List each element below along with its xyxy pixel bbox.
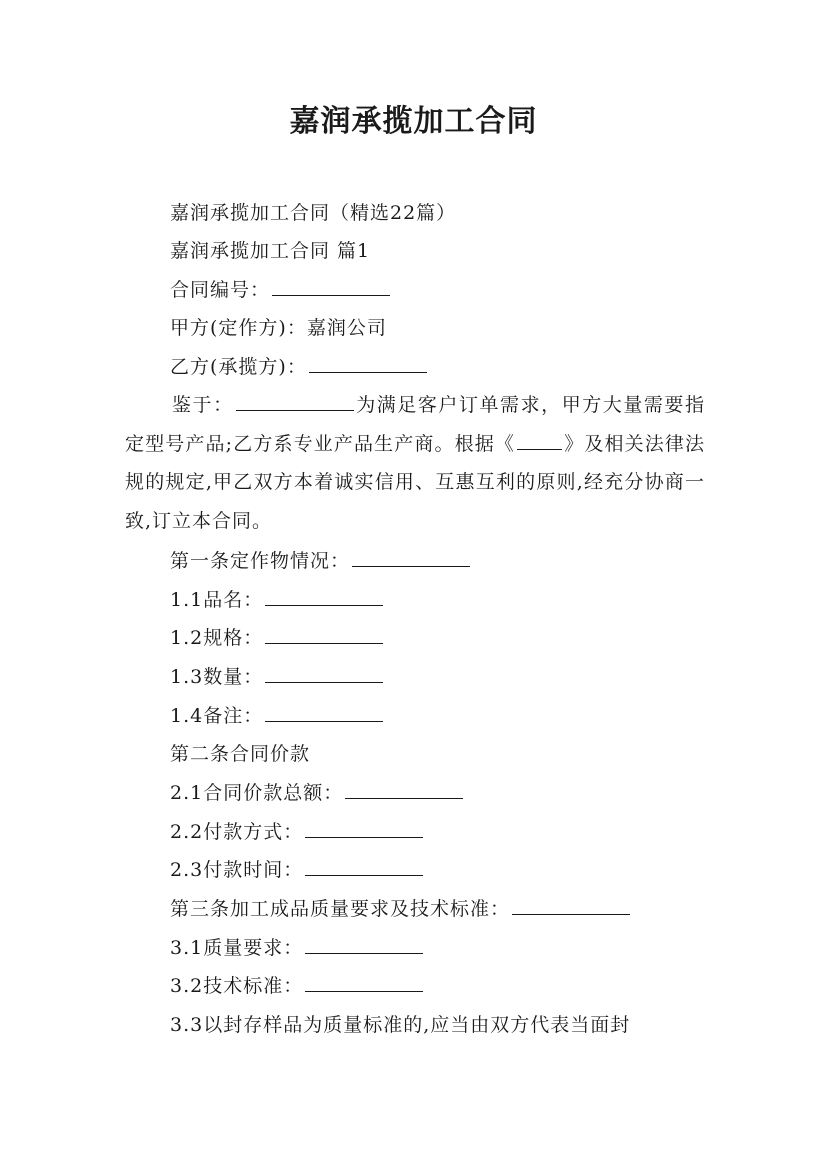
item-1-1-label: 1.1品名： [170,589,264,611]
item-2-3-label: 2.3付款时间： [170,859,304,881]
party-a-line [170,308,705,348]
item-3-2-label: 3.2技术标准： [170,975,304,997]
item-3-1-blank [305,933,423,954]
document-subtitle [170,193,705,233]
item-3-2-blank [305,971,423,992]
item-1-4-blank [265,701,383,722]
item-3-3 [170,1005,705,1045]
chapter-heading [170,231,705,271]
item-1-3-blank [265,662,383,683]
chapter-text: 嘉润承揽加工合同 篇1 [170,240,371,262]
item-2-2 [170,812,705,852]
item-1-1-blank [265,585,383,606]
whereas-paragraph [125,386,705,540]
party-a-text: 甲方(定作方)：嘉润公司 [170,317,387,339]
article-1-label: 第一条定作物情况： [170,550,351,572]
party-b-line [170,347,705,387]
item-2-2-label: 2.2付款方式： [170,821,304,843]
item-1-4-label: 1.4备注： [170,705,264,727]
document-title: 嘉润承揽加工合同 [289,104,538,139]
item-1-1 [170,580,705,620]
item-1-3-label: 1.3数量： [170,666,264,688]
whereas-prefix: 鉴于： [172,394,234,416]
article-1-blank [352,546,470,567]
item-3-2 [170,966,705,1006]
item-3-3-text: 3.3以封存样品为质量标准的,应当由双方代表当面封 [170,1014,631,1036]
item-3-1-label: 3.1质量要求： [170,937,304,959]
party-b-blank [309,352,427,373]
item-1-2 [170,618,705,658]
contract-number-line [170,270,705,310]
article-3-label: 第三条加工成品质量要求及技术标准： [170,898,511,920]
item-2-1 [170,773,705,813]
item-2-3-blank [305,855,423,876]
article-2-heading [170,734,705,774]
law-name-blank [517,429,562,450]
contract-number-label: 合同编号： [170,279,271,301]
party-b-label: 乙方(承揽方)： [170,356,307,378]
item-2-1-blank [345,778,463,799]
whereas-middle: 为满足客户订单需求，甲方大量需要指定型号产品;乙方系专业产品生产商。根据《 [125,394,705,455]
article-3-heading [170,889,705,929]
item-2-3 [170,850,705,890]
item-2-1-label: 2.1合同价款总额： [170,782,344,804]
article-3-blank [512,894,630,915]
article-1-heading [170,541,705,581]
whereas-blank [236,390,354,411]
article-2-label: 第二条合同价款 [170,743,311,765]
subtitle-text: 嘉润承揽加工合同（精选22篇） [170,202,457,224]
item-1-4 [170,696,705,736]
item-1-2-blank [265,623,383,644]
whereas-suffix: 》及相关法律法规的规定,甲乙双方本着诚实信用、互惠互利的原则,经充分协商一致,订立本合同。 [125,432,705,532]
item-3-1 [170,928,705,968]
item-1-2-label: 1.2规格： [170,627,264,649]
item-1-3 [170,657,705,697]
contract-number-blank [272,275,390,296]
item-2-2-blank [305,817,423,838]
